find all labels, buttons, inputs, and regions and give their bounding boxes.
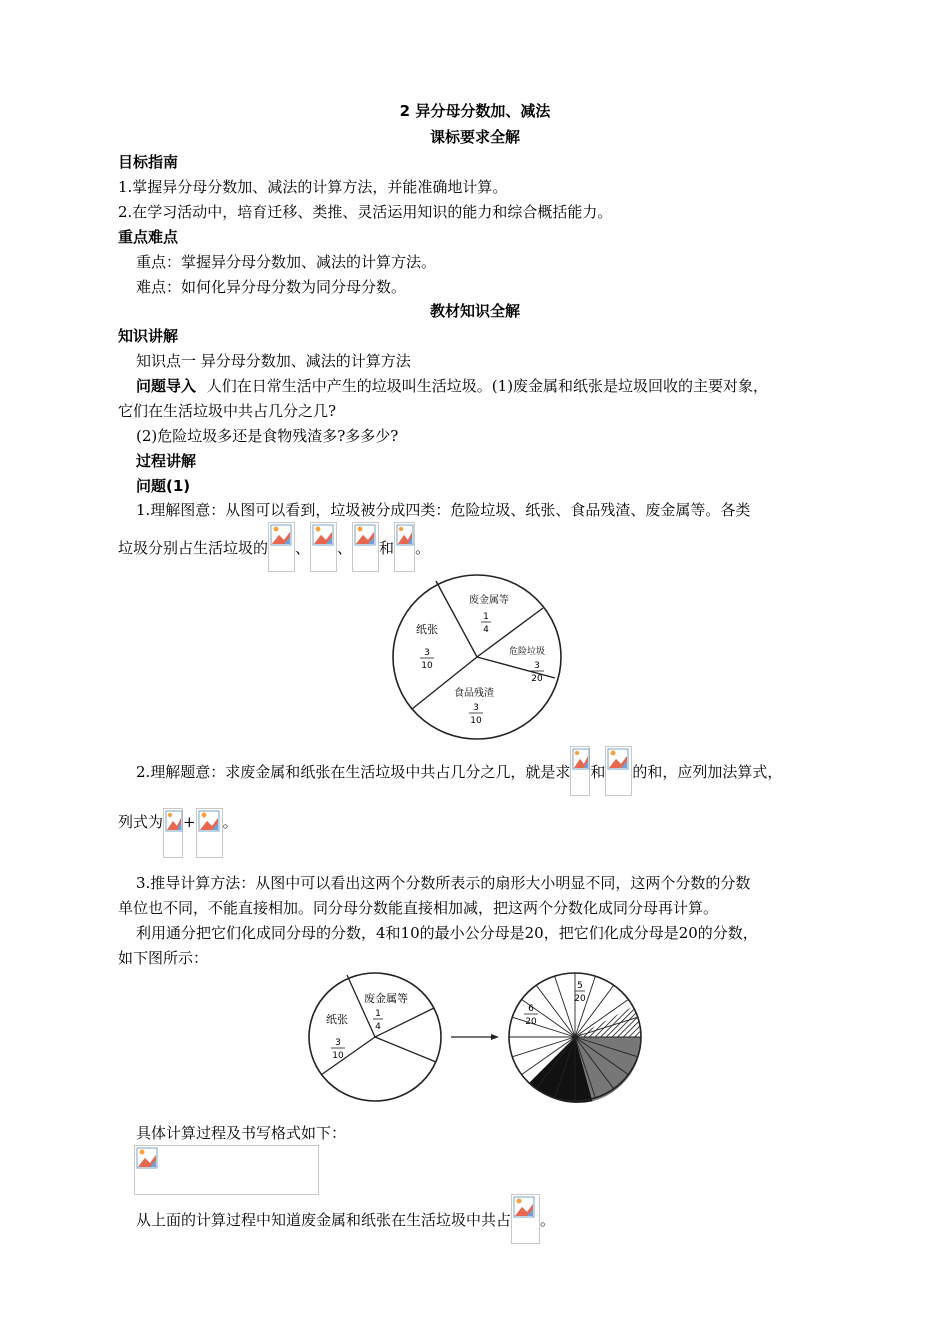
pie-den-metal: 4 — [483, 625, 489, 635]
step-3-line-a: 3.推导计算方法：从图中可以看出这两个分数所表示的扇形大小明显不同，这两个分数的分数 — [136, 874, 751, 892]
pie-spoke — [512, 1017, 575, 1037]
question-2: (2)危险垃圾多还是食物残渣多?多多少? — [136, 427, 399, 445]
fraction-image-placeholder — [570, 746, 590, 796]
page-title: 2 异分母分数加、减法 — [399, 102, 551, 120]
image-placeholder-icon — [396, 524, 414, 546]
pie-hatched-sector — [575, 1006, 641, 1037]
intro-label: 问题导入 — [136, 377, 197, 395]
key-heading: 重点难点 — [118, 228, 179, 246]
and-word: 和 — [590, 763, 606, 781]
image-placeholder-icon — [354, 524, 376, 546]
pie-label-hazard: 危险垃圾 — [508, 647, 546, 657]
pie-spoke — [555, 976, 575, 1037]
step-1b-text: 垃圾分别占生活垃圾的 — [118, 539, 269, 557]
calculation-image-placeholder — [134, 1145, 319, 1195]
conclusion-line — [136, 1194, 555, 1244]
left-pie-label-metal: 废金属等 — [364, 992, 408, 1005]
step-3-line-d: 如下图所示： — [118, 949, 209, 967]
separator-2: 、 — [337, 539, 353, 557]
pie-num-food: 3 — [473, 703, 479, 713]
garbage-pie-chart — [390, 572, 566, 742]
step-1-line-a: 1.理解图意：从图可以看到，垃圾被分成四类：危险垃圾、纸张、食品残渣、废金属等。各类 — [136, 501, 751, 519]
and-word: 和 — [379, 539, 395, 557]
right-pie-den-b: 20 — [525, 1017, 537, 1027]
image-placeholder-icon — [312, 524, 334, 546]
knowledge-heading: 知识讲解 — [118, 327, 179, 345]
process-heading: 过程讲解 — [136, 452, 197, 470]
step-2b-text: 列式为 — [118, 813, 164, 831]
image-placeholder-icon — [136, 1147, 158, 1169]
image-placeholder-icon — [513, 1196, 535, 1218]
right-pie-num-a: 5 — [577, 981, 583, 991]
pie-num-paper: 3 — [424, 648, 430, 658]
fraction-image-placeholder — [605, 746, 632, 796]
step-2a-post: 的和，应列加法算式， — [632, 763, 783, 781]
step-3-line-c: 利用通分把它们化成同分母的分数，4和10的最小公分母是20，把它们化成分母是20的分数， — [136, 924, 758, 942]
key-point: 重点：掌握异分母分数加、减法的计算方法。 — [136, 253, 437, 271]
separator-1: 、 — [295, 539, 311, 557]
goals-heading: 目标指南 — [118, 153, 179, 171]
right-pie-num-b: 6 — [528, 1004, 534, 1014]
fraction-image-placeholder — [511, 1194, 540, 1244]
step-1-line-b — [118, 522, 430, 572]
pie-den-hazard: 20 — [531, 674, 543, 684]
left-pie-label-paper: 纸张 — [326, 1013, 348, 1026]
left-pie-num-paper: 3 — [335, 1038, 341, 1048]
right-pie-den-a: 20 — [574, 994, 586, 1004]
intro-paragraph — [136, 376, 768, 396]
left-pie-den-paper: 10 — [332, 1051, 344, 1061]
period: 。 — [222, 813, 238, 831]
image-placeholder-icon — [198, 810, 220, 832]
fraction-image-placeholder — [352, 522, 379, 572]
goal-2: 2.在学习活动中，培育迁移、类推、灵活运用知识的能力和综合概括能力。 — [118, 203, 613, 221]
fraction-image-placeholder — [163, 808, 183, 858]
pie-spoke — [536, 985, 575, 1037]
image-placeholder-icon — [607, 748, 629, 770]
fraction-image-placeholder — [394, 522, 415, 572]
pie-den-paper: 10 — [421, 661, 433, 671]
step-3-line-b: 单位也不同，不能直接相加。同分母分数能直接相加减，把这两个分数化成同分母再计算。 — [118, 899, 719, 917]
pie-den-food: 10 — [470, 716, 482, 726]
goal-1: 1.掌握异分母分数加、减法的计算方法，并能准确地计算。 — [118, 178, 508, 196]
intro-continuation: 它们在生活垃圾中共占几分之几? — [118, 402, 337, 420]
pie-label-paper: 纸张 — [416, 623, 438, 636]
arrow-right-icon — [491, 1034, 499, 1040]
problem-1-heading: 问题(1) — [136, 477, 191, 495]
intro-text: 人们在日常生活中产生的垃圾叫生活垃圾。(1)废金属和纸张是垃圾回收的主要对象， — [206, 377, 769, 395]
page-subtitle: 课标要求全解 — [429, 128, 520, 146]
image-placeholder-icon — [165, 810, 183, 832]
image-placeholder-icon — [572, 748, 590, 770]
difficult-point: 难点：如何化异分母分数为同分母分数。 — [136, 278, 407, 296]
knowledge-point-1: 知识点一 异分母分数加、减法的计算方法 — [136, 352, 411, 370]
left-pie-den-metal: 4 — [375, 1022, 381, 1032]
section-heading: 教材知识全解 — [429, 302, 520, 320]
plus-sign: + — [183, 813, 196, 831]
image-placeholder-icon — [270, 524, 292, 546]
period: 。 — [540, 1211, 556, 1229]
pie-num-hazard: 3 — [534, 661, 540, 671]
fraction-image-placeholder — [196, 808, 223, 858]
pie-label-metal: 废金属等 — [469, 595, 509, 606]
fraction-image-placeholder — [310, 522, 337, 572]
conclusion-text: 从上面的计算过程中知道废金属和纸张在生活垃圾中共占 — [136, 1211, 512, 1229]
common-denominator-diagram — [305, 970, 645, 1110]
step-2a-text: 2.理解题意：求废金属和纸张在生活垃圾中共占几分之几，就是求 — [136, 763, 571, 781]
step-2-line-b — [118, 808, 238, 860]
period: 。 — [415, 539, 431, 557]
left-pie-num-metal: 1 — [375, 1009, 381, 1019]
pie-num-metal: 1 — [483, 612, 489, 622]
calc-intro: 具体计算过程及书写格式如下： — [136, 1124, 347, 1142]
step-2-line-a — [136, 746, 782, 798]
right-pie — [509, 973, 641, 1103]
pie-label-food: 食品残渣 — [454, 688, 494, 699]
fraction-image-placeholder — [268, 522, 295, 572]
